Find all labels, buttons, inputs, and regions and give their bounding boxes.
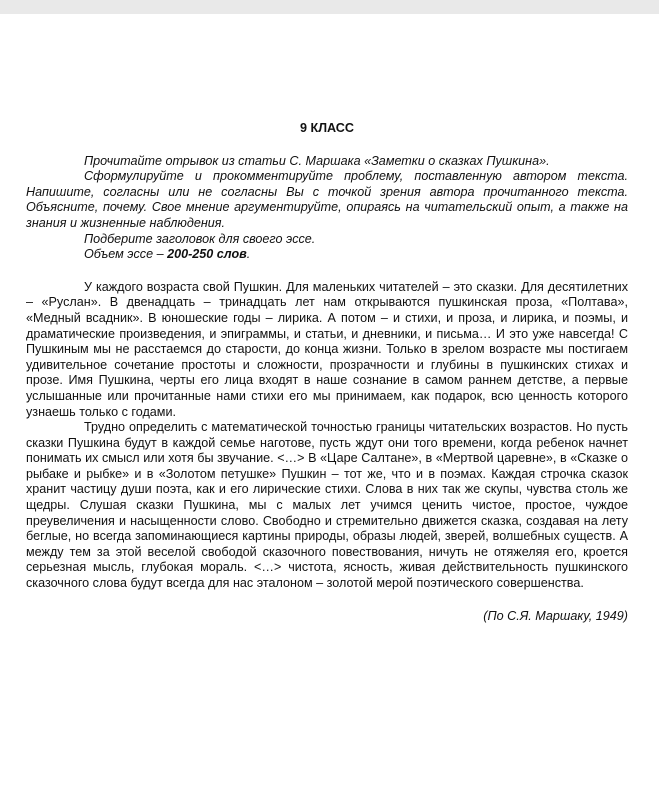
- volume-end: .: [246, 247, 251, 262]
- text-paragraph-2: Трудно определить с математической точностью границы читательских возрастов. Но пусть сказки Пушкина будут в каждой семье наготове, пусть ждут они того времени, когда ребенок начнет понимать их смысл или хотя бы звучание. <…> В «Царе Салтане», в «Мертвой царевне», в «Сказке о рыбаке и рыбке» и в «Золотом петушке» Пушкин – тот же, что и в поэмах. Каждая строчка сказок хранит частицу души поэта, как и его лирические стихи. Слова в них так же скупы, чувства столь же щедры. Слушая сказки Пушкина, мы с малых лет учимся ценить чистое, простое, чуждое преувеличения и насыщенности слово. Свободно и стремительно движется сказка, создавая на лету беглые, но всегда запоминающиеся картины природы, образы людей, зверей, волшебных существ. А между тем за этой веселой свободой сказочного повествования, ничуть не отяжеляя его, кроется серьезная мысль, глубокая мораль. <…> чистота, ясность, живая действительность пушкинского сказочного слова будут всегда для нас эталоном – золотой мерой поэтического совершенства.: [26, 420, 628, 591]
- document-page: [26, 121, 628, 624]
- task-line-2: Сформулируйте и прокомментируйте проблему, поставленную автором текста. Напишите, согласны или не согласны Вы с точкой зрения автора прочитанного текста. Объясните, почему. Свое мнение аргументируйте, опираясь на читательский опыт, а также на знания и жизненные наблюдения.: [26, 169, 628, 230]
- top-strip: [0, 0, 659, 14]
- essay-source-text: [26, 280, 628, 592]
- volume-value: 200-250 слов: [167, 247, 247, 262]
- page-title: 9 КЛАСС: [300, 121, 354, 135]
- source-citation: (По С.Я. Маршаку, 1949): [483, 608, 628, 623]
- task-block: [26, 154, 628, 263]
- text-paragraph-1: У каждого возраста свой Пушкин. Для маленьких читателей – это сказки. Для десятилетних – «Руслан». В двенадцать – тринадцать лет нам открываются пушкинская проза, «Полтава», «Медный всадник». В юношеские годы – лирика. А потом – и стихи, и проза, и лирика, и поэмы, и драматические произведения, и эпиграммы, и статьи, и дневники, и письма… И это уже навсегда! С Пушкиным мы не расстаемся до старости, до конца жизни. Только в зрелом возрасте мы постигаем удивительное сочетание простоты и сложности, прозрачности и глубины в пушкинских стихах и прозе. Имя Пушкина, черты его лица входят в наше сознание в самом раннем детстве, а первые услышанные или прочитанные нами стихи его мы принимаем, как подарок, всю ценность которого узнаешь только с годами.: [26, 279, 628, 419]
- volume-label: Объем эссе –: [84, 247, 168, 262]
- task-volume: [26, 247, 628, 263]
- task-line-1: Прочитайте отрывок из статьи С. Маршака «Заметки о сказках Пушкина».: [84, 153, 550, 168]
- task-line-3: Подберите заголовок для своего эссе.: [84, 231, 316, 246]
